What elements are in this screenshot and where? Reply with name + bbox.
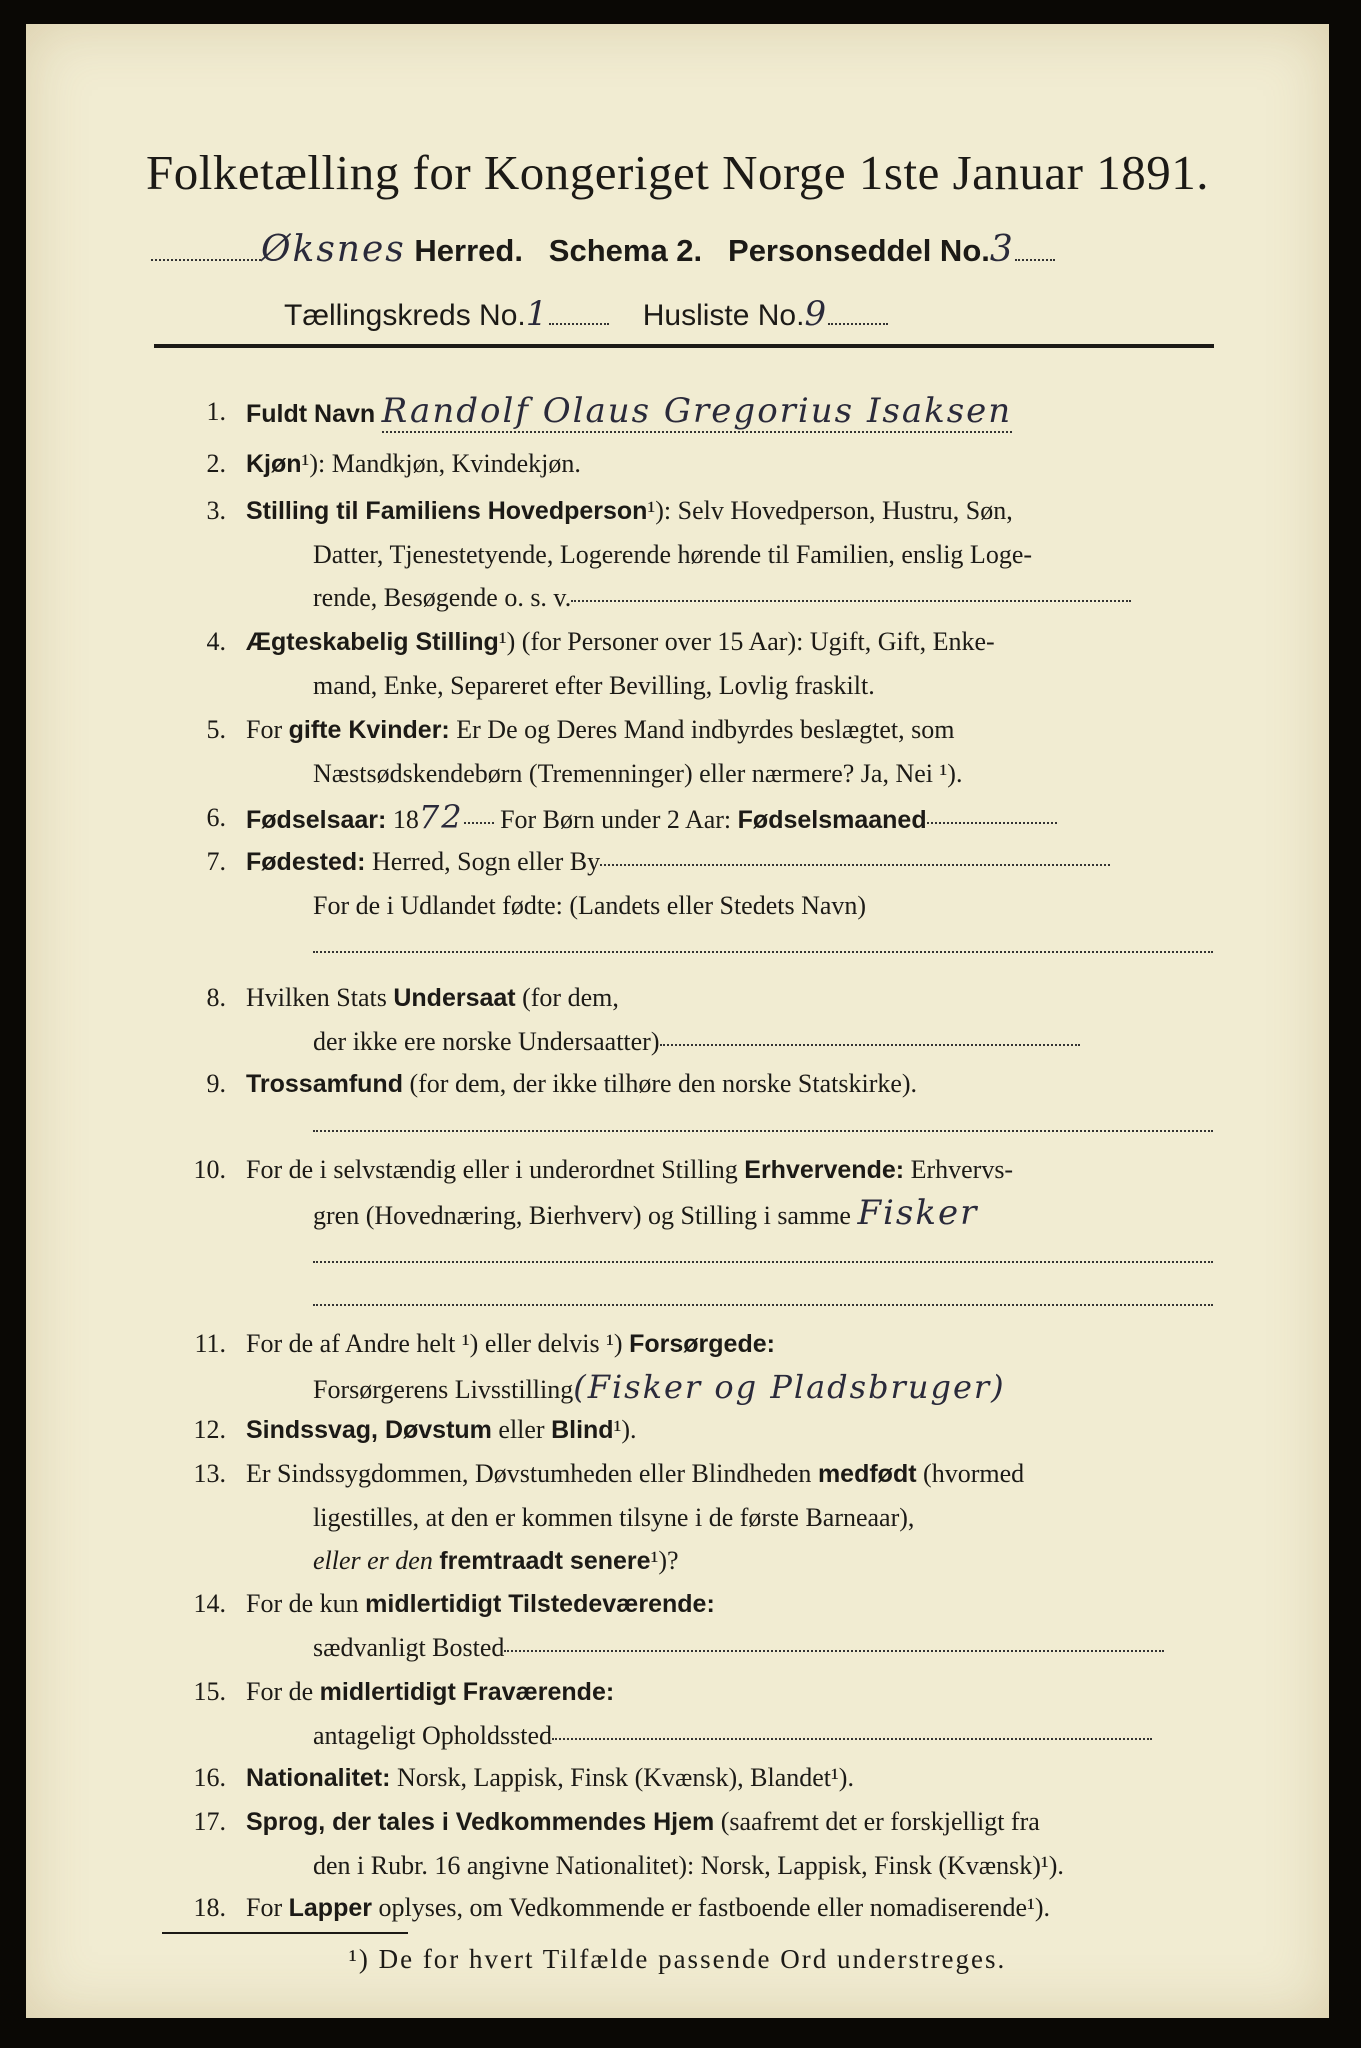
forsorger-value: (Fisker og Pladsbruger) (573, 1368, 1006, 1406)
schema-label: Schema 2. (548, 233, 703, 268)
fodselsaar-value: 72 (418, 798, 464, 836)
footnote-rule (162, 1932, 408, 1934)
herred-handwritten: Øksnes (261, 229, 406, 270)
husliste-number: 9 (804, 294, 829, 334)
header-rule (154, 344, 1214, 348)
form-title: Folketælling for Kongeriget Norge 1ste Januar 1891. (146, 145, 1209, 200)
herred-line (151, 229, 1055, 270)
fuldt-navn-label: Fuldt Navn (246, 400, 376, 428)
kreds-line (284, 294, 888, 334)
kreds-label: Tællingskreds No. (284, 299, 526, 332)
personseddel-label: Personseddel No. (728, 233, 990, 268)
husliste-label: Husliste No. (642, 299, 805, 332)
herred-label: Herred. (414, 233, 523, 268)
erhverv-value: Fisker (857, 1193, 979, 1233)
footnote: ¹) De for hvert Tilfælde passende Ord understreges. (348, 1944, 1007, 1974)
kreds-number: 1 (525, 294, 550, 334)
fuldt-navn-value: Randolf Olaus Gregorius Isaksen (381, 391, 1013, 431)
census-form-sheet: Folketælling for Kongeriget Norge 1ste Januar 1891. Øksnes Herred. Schema 2. Personseddel No.3 Tællingskreds No.1 Husliste No.9 1. Fuldt Navn Randolf Olaus Gregorius Isaksen 2. Kjøn¹): Mandkjøn, Kvindekjøn. 3. Stilling til Familiens Hovedperson¹): Selv Hovedperson, Hustru, Søn, Datter, Tjenestetyende, Logerende hørende til Familien, enslig Loge- rende, Besøgende o. s. v. 4. Ægteskabelig Stilling¹) (for Personer over 15 Aar): Ugift, Gift, Enke- mand, Enke, Separeret efter Bevilling, Lovlig fraskilt. 5. For gifte Kvinder: Er De og Deres Mand indbyrdes beslægtet, som Næstsødskendebørn (Tremenninger) eller nærmere? Ja, Nei ¹). 6. Fødselsaar: 1872 For Børn under 2 Aar: Fødselsmaaned 7. Fødested: Herred, Sogn eller By For de i Udlandet fødte: (Landets eller Stedets Navn) 8. Hvilken Stats Undersaat (for dem, der ikke ere norske Undersaatter) 9. Trossamfund (for dem, der ikke tilhøre den norske Statskirke). 10. For de i selvstændig eller i underordnet Stilling Erhvervende: Erhvervs- gren (Hovednæring, Bierhverv) og Stilling i samme Fisker 11. For de af Andre helt ¹) eller delvis ¹) Forsørgede: Forsørgerens Livsstilling(Fisker og Pladsbruger) 12. Sindssvag, Døvstum eller Blind¹). 13. Er Sindssygdommen, Døvstumheden eller Blindheden medfødt (hvormed ligestilles, at den er kommen tilsyne i de første Barneaar), eller er den fremtraadt senere¹)? 14. For de kun midlertidigt Tilstedeværende: sædvanligt Bosted 15. For de midlertidigt Fraværende: antageligt Opholdssted 16. Nationalitet: Norsk, Lappisk, Finsk (Kvænsk), Blandet¹). 17. Sprog, der tales i Vedkommendes Hjem (saafremt det er forskjelligt fra den i Rubr. 16 angivne Nationalitet): Norsk, Lappisk, Finsk (Kvænsk)¹). 18. For Lapper oplyses, om Vedkommende er fastboende eller nomadiserende¹). ¹) De for hvert Tilfælde passende Ord understreges. (26, 24, 1329, 2018)
personseddel-number: 3 (989, 229, 1015, 270)
